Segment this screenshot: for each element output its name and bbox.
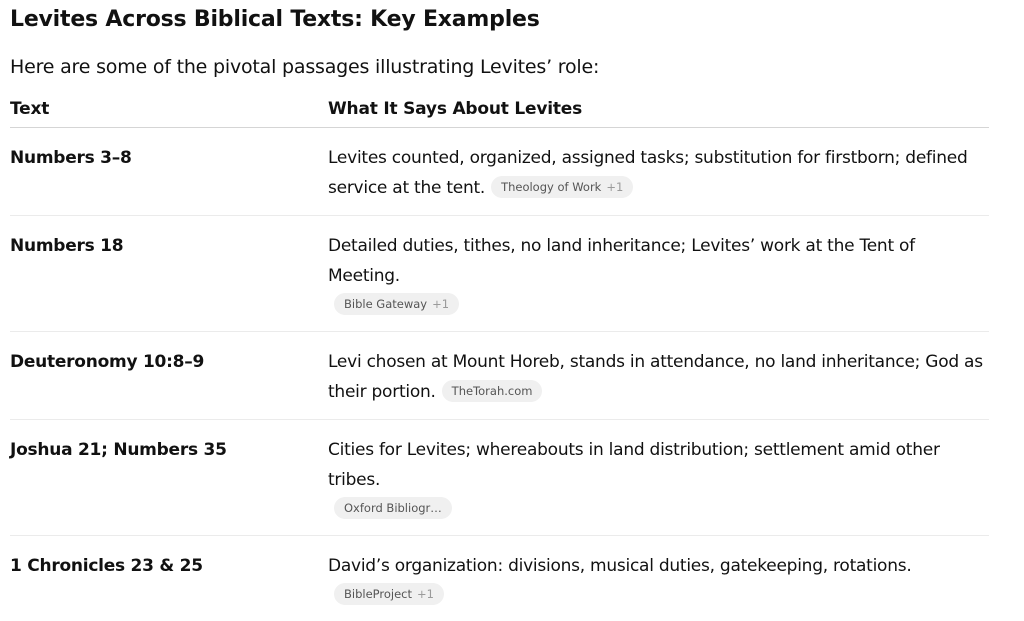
description-cell <box>328 536 989 621</box>
description-text: Levites counted, organized, assigned tasks; substitution for firstborn; defined service at the tent. <box>328 148 968 198</box>
chip-line <box>328 581 989 609</box>
table-header-row <box>10 94 989 128</box>
source-chip-label: BibleProject <box>344 587 412 601</box>
passage-cell: Numbers 3–8 <box>10 128 328 216</box>
source-chip[interactable] <box>334 497 452 519</box>
section-heading: Levites Across Biblical Texts: Key Examples <box>10 0 990 35</box>
description-cell <box>328 128 989 216</box>
source-chip-count: +1 <box>417 587 434 601</box>
source-chip-count: +1 <box>606 180 623 194</box>
source-chip[interactable] <box>442 380 543 402</box>
intro-text: Here are some of the pivotal passages illustrating Levites’ role: <box>10 54 990 80</box>
source-chip-label: Oxford Bibliogr… <box>344 501 442 515</box>
column-header-text: Text <box>10 94 328 128</box>
description-text: Detailed duties, tithes, no land inheritance; Levites’ work at the Tent of Meeting. <box>328 236 915 286</box>
description-cell <box>328 420 989 536</box>
table-row <box>10 128 989 216</box>
description-cell <box>328 332 989 420</box>
source-chip[interactable] <box>334 583 444 605</box>
column-header-description: What It Says About Levites <box>328 94 989 128</box>
passage-cell: 1 Chronicles 23 & 25 <box>10 536 328 621</box>
levites-table <box>10 94 989 621</box>
table-row <box>10 216 989 332</box>
table-row <box>10 332 989 420</box>
source-chip-label: Bible Gateway <box>344 297 427 311</box>
passage-cell: Deuteronomy 10:8–9 <box>10 332 328 420</box>
chip-line <box>328 495 989 523</box>
source-chip[interactable] <box>334 293 459 315</box>
source-chip-label: TheTorah.com <box>452 384 533 398</box>
description-text: Levi chosen at Mount Horeb, stands in attendance, no land inheritance; God as their portion. <box>328 352 983 402</box>
passage-cell: Joshua 21; Numbers 35 <box>10 420 328 536</box>
description-text: David’s organization: divisions, musical duties, gatekeeping, rotations. <box>328 556 911 576</box>
description-text: Cities for Levites; whereabouts in land distribution; settlement amid other tribes. <box>328 440 940 490</box>
chip-line <box>328 291 989 319</box>
passage-cell: Numbers 18 <box>10 216 328 332</box>
source-chip[interactable] <box>491 176 633 198</box>
source-chip-label: Theology of Work <box>501 180 601 194</box>
source-chip-count: +1 <box>432 297 449 311</box>
description-cell <box>328 216 989 332</box>
table-row <box>10 420 989 536</box>
table-row <box>10 536 989 621</box>
